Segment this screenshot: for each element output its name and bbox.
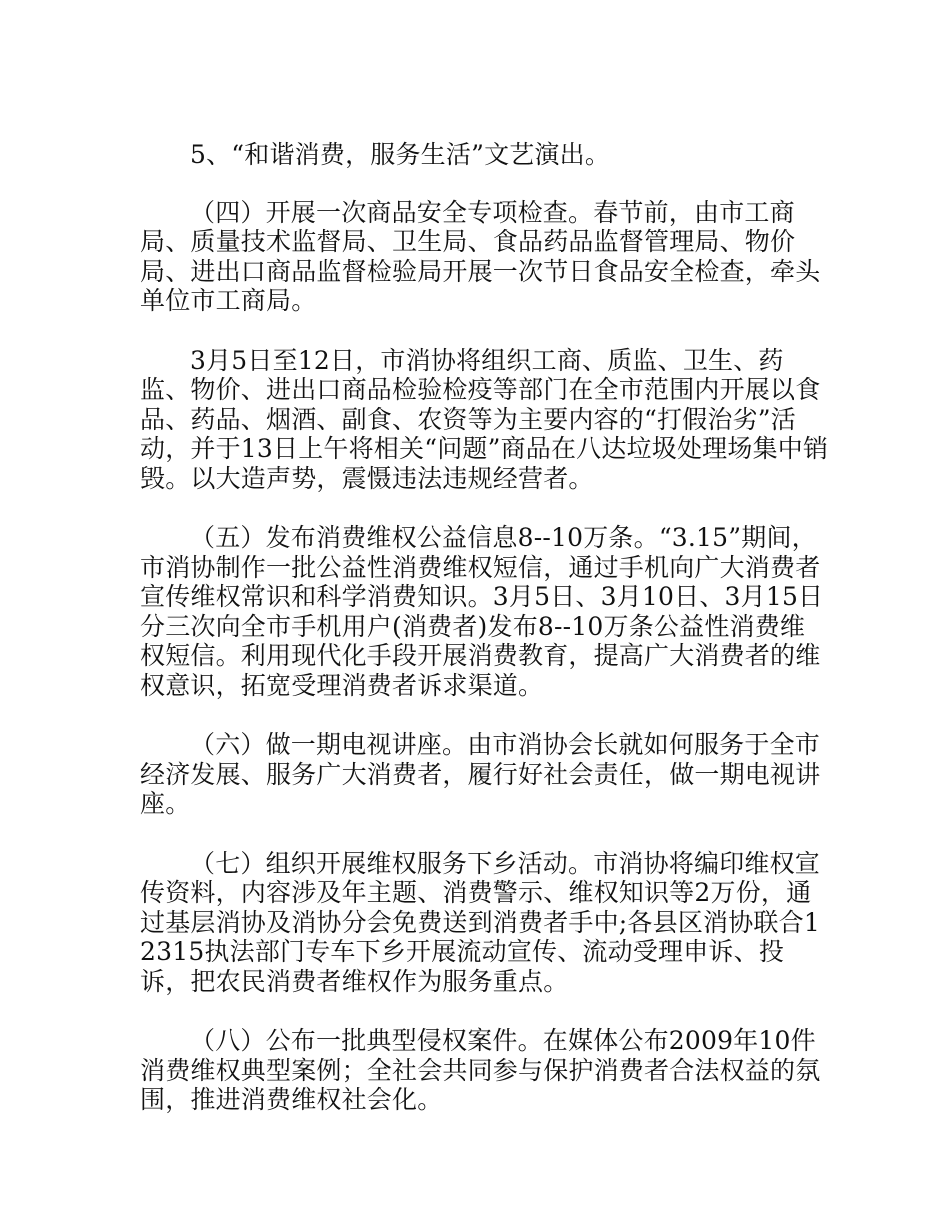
paragraph-section-7: （七）组织开展维权服务下乡活动。市消协将编印维权宣传资料，内容涉及年主题、消费警示、维权知识等2万份，通过基层消协及消协分会免费送到消费者手中;各县区消协联合12315执法部门专车下乡开展流动宣传、流动受理申诉、投诉，把农民消费者维权作为服务重点。 <box>140 848 821 996</box>
paragraph-item-5: 5、“和谐消费，服务生活”文艺演出。 <box>190 140 611 169</box>
document-body <box>140 140 830 1145</box>
paragraph-section-5: （五）发布消费维权公益信息8--10万条。“3.15”期间，市消协制作一批公益性消费维权短信，通过手机向广大消费者宣传维权常识和科学消费知识。3月5日、3月10日、3月15日分三次向全市手机用户(消费者)发布8--10万条公益性消费维权短信。利用现代化手段开展消费教育，提高广大消费者的维权意识，拓宽受理消费者诉求渠道。 <box>140 523 824 700</box>
paragraph-section-6: （六）做一期电视讲座。由市消协会长就如何服务于全市经济发展、服务广大消费者，履行好社会责任，做一期电视讲座。 <box>140 730 821 818</box>
paragraph-section-4: （四）开展一次商品安全专项检查。春节前，由市工商局、质量技术监督局、卫生局、食品药品监督管理局、物价局、进出口商品监督检验局开展一次节日食品安全检查，牵头单位市工商局。 <box>140 197 821 315</box>
paragraph-march-campaign: 3月5日至12日，市消协将组织工商、质监、卫生、药监、物价、进出口商品检验检疫等部门在全市范围内开展以食品、药品、烟酒、副食、农资等为主要内容的“打假治劣”活动，并于13日上午将相关“问题”商品在八达垃圾处理场集中销毁。以大造声势，震慑违法违规经营者。 <box>140 345 829 493</box>
paragraph-section-8: （八）公布一批典型侵权案件。在媒体公布2009年10件消费维权典型案例；全社会共同参与保护消费者合法权益的氛围，推进消费维权社会化。 <box>140 1026 821 1114</box>
